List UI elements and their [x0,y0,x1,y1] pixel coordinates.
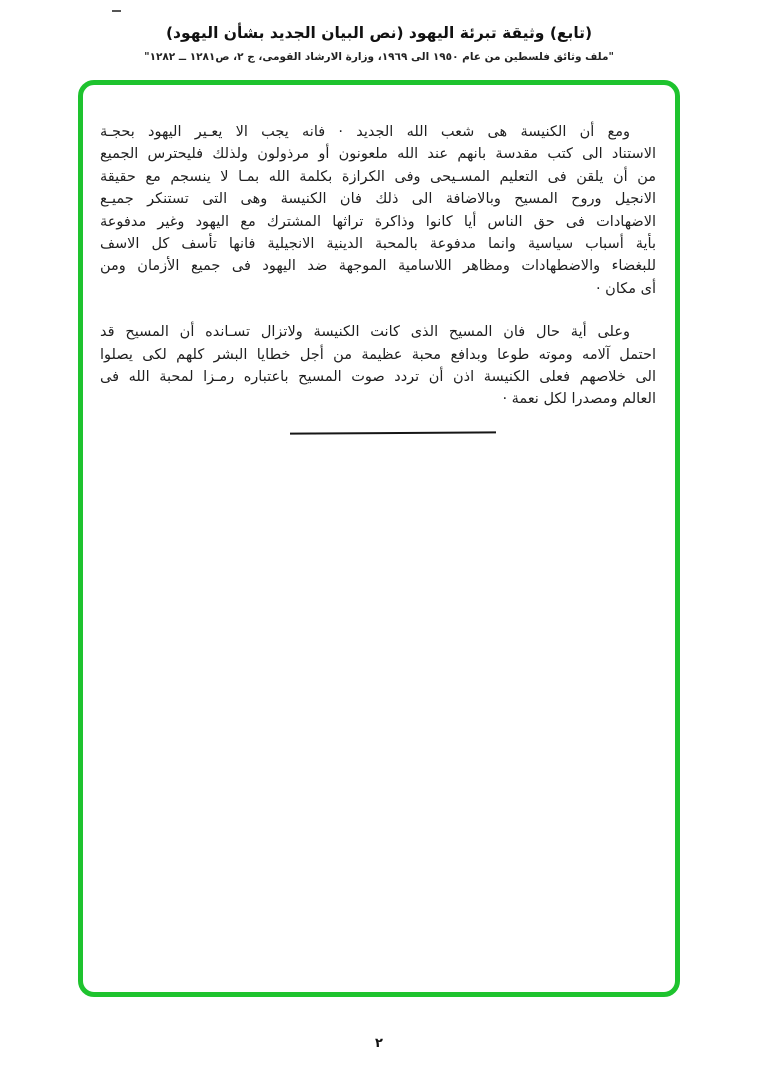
text-line: من أن يلقن فى التعليم المسـيحى وفى الكرازة بكلمة الله بمـا لا ينسجم مع حقيقة [100,168,656,185]
text-line: ومع أن الكنيسة هى شعب الله الجديد · فانه يجب الا يعـير اليهود بحجـة [100,124,630,140]
paragraph-christ-love [100,321,656,411]
paragraph-church-and-jews [100,121,656,300]
document-header [0,24,758,63]
text-line: الاستناد الى كتب مقدسة بانهم عند الله ملعونون أو مرذولون ولذلك فليحترس الجميع [100,146,656,163]
text-line: الانجيل وروح المسيح وبالاضافة الى ذلك فان الكنيسة وهى التى تستنكر جميـع [100,191,656,208]
text-line: العالم ومصدرا لكل نعمة · [502,391,656,408]
text-line: الى خلاصهم فعلى الكنيسة اذن أن تردد صوت المسيح باعتباره رمـزا لمحبة الله فى [100,369,656,386]
text-line: للبغضاء والاضطهادات ومظاهر اللاسامية الموجهة ضد اليهود فى جميع الأزمان ومن [100,258,656,275]
document-source-citation: "ملف وثائق فلسطين من عام ١٩٥٠ الى ١٩٦٩، وزارة الارشاد القومى، ج ٢، ص١٢٨١ ــ ١٢٨٢" [144,51,614,63]
scan-artifact-dash [112,10,121,12]
text-line: وعلى أية حال فان المسيح الذى كانت الكنيسة ولاتزال تسـانده أن المسيح قد [100,324,630,341]
text-line: أى مكان · [595,280,656,297]
document-body [100,121,656,411]
text-line: الاضهادات فى حق الناس أيا كانوا وذاكرة تراثها المشترك مع اليهود وغير مدفوعة [100,213,656,230]
document-title: (تابع) وثيقة تبرئة اليهود (نص البيان الجديد بشأن اليهود) [165,24,593,42]
page-number: ٢ [375,1036,383,1051]
text-line: بأية أسباب سياسية وانما مدفوعة بالمحبة الدينية الانجيلية فانها تأسف كل الاسف [100,236,656,253]
text-line: احتمل آلامه وموته طوعا وبدافع محبة عظيمة من أجل خطايا البشر كلهم لكى يصلوا [100,346,656,363]
